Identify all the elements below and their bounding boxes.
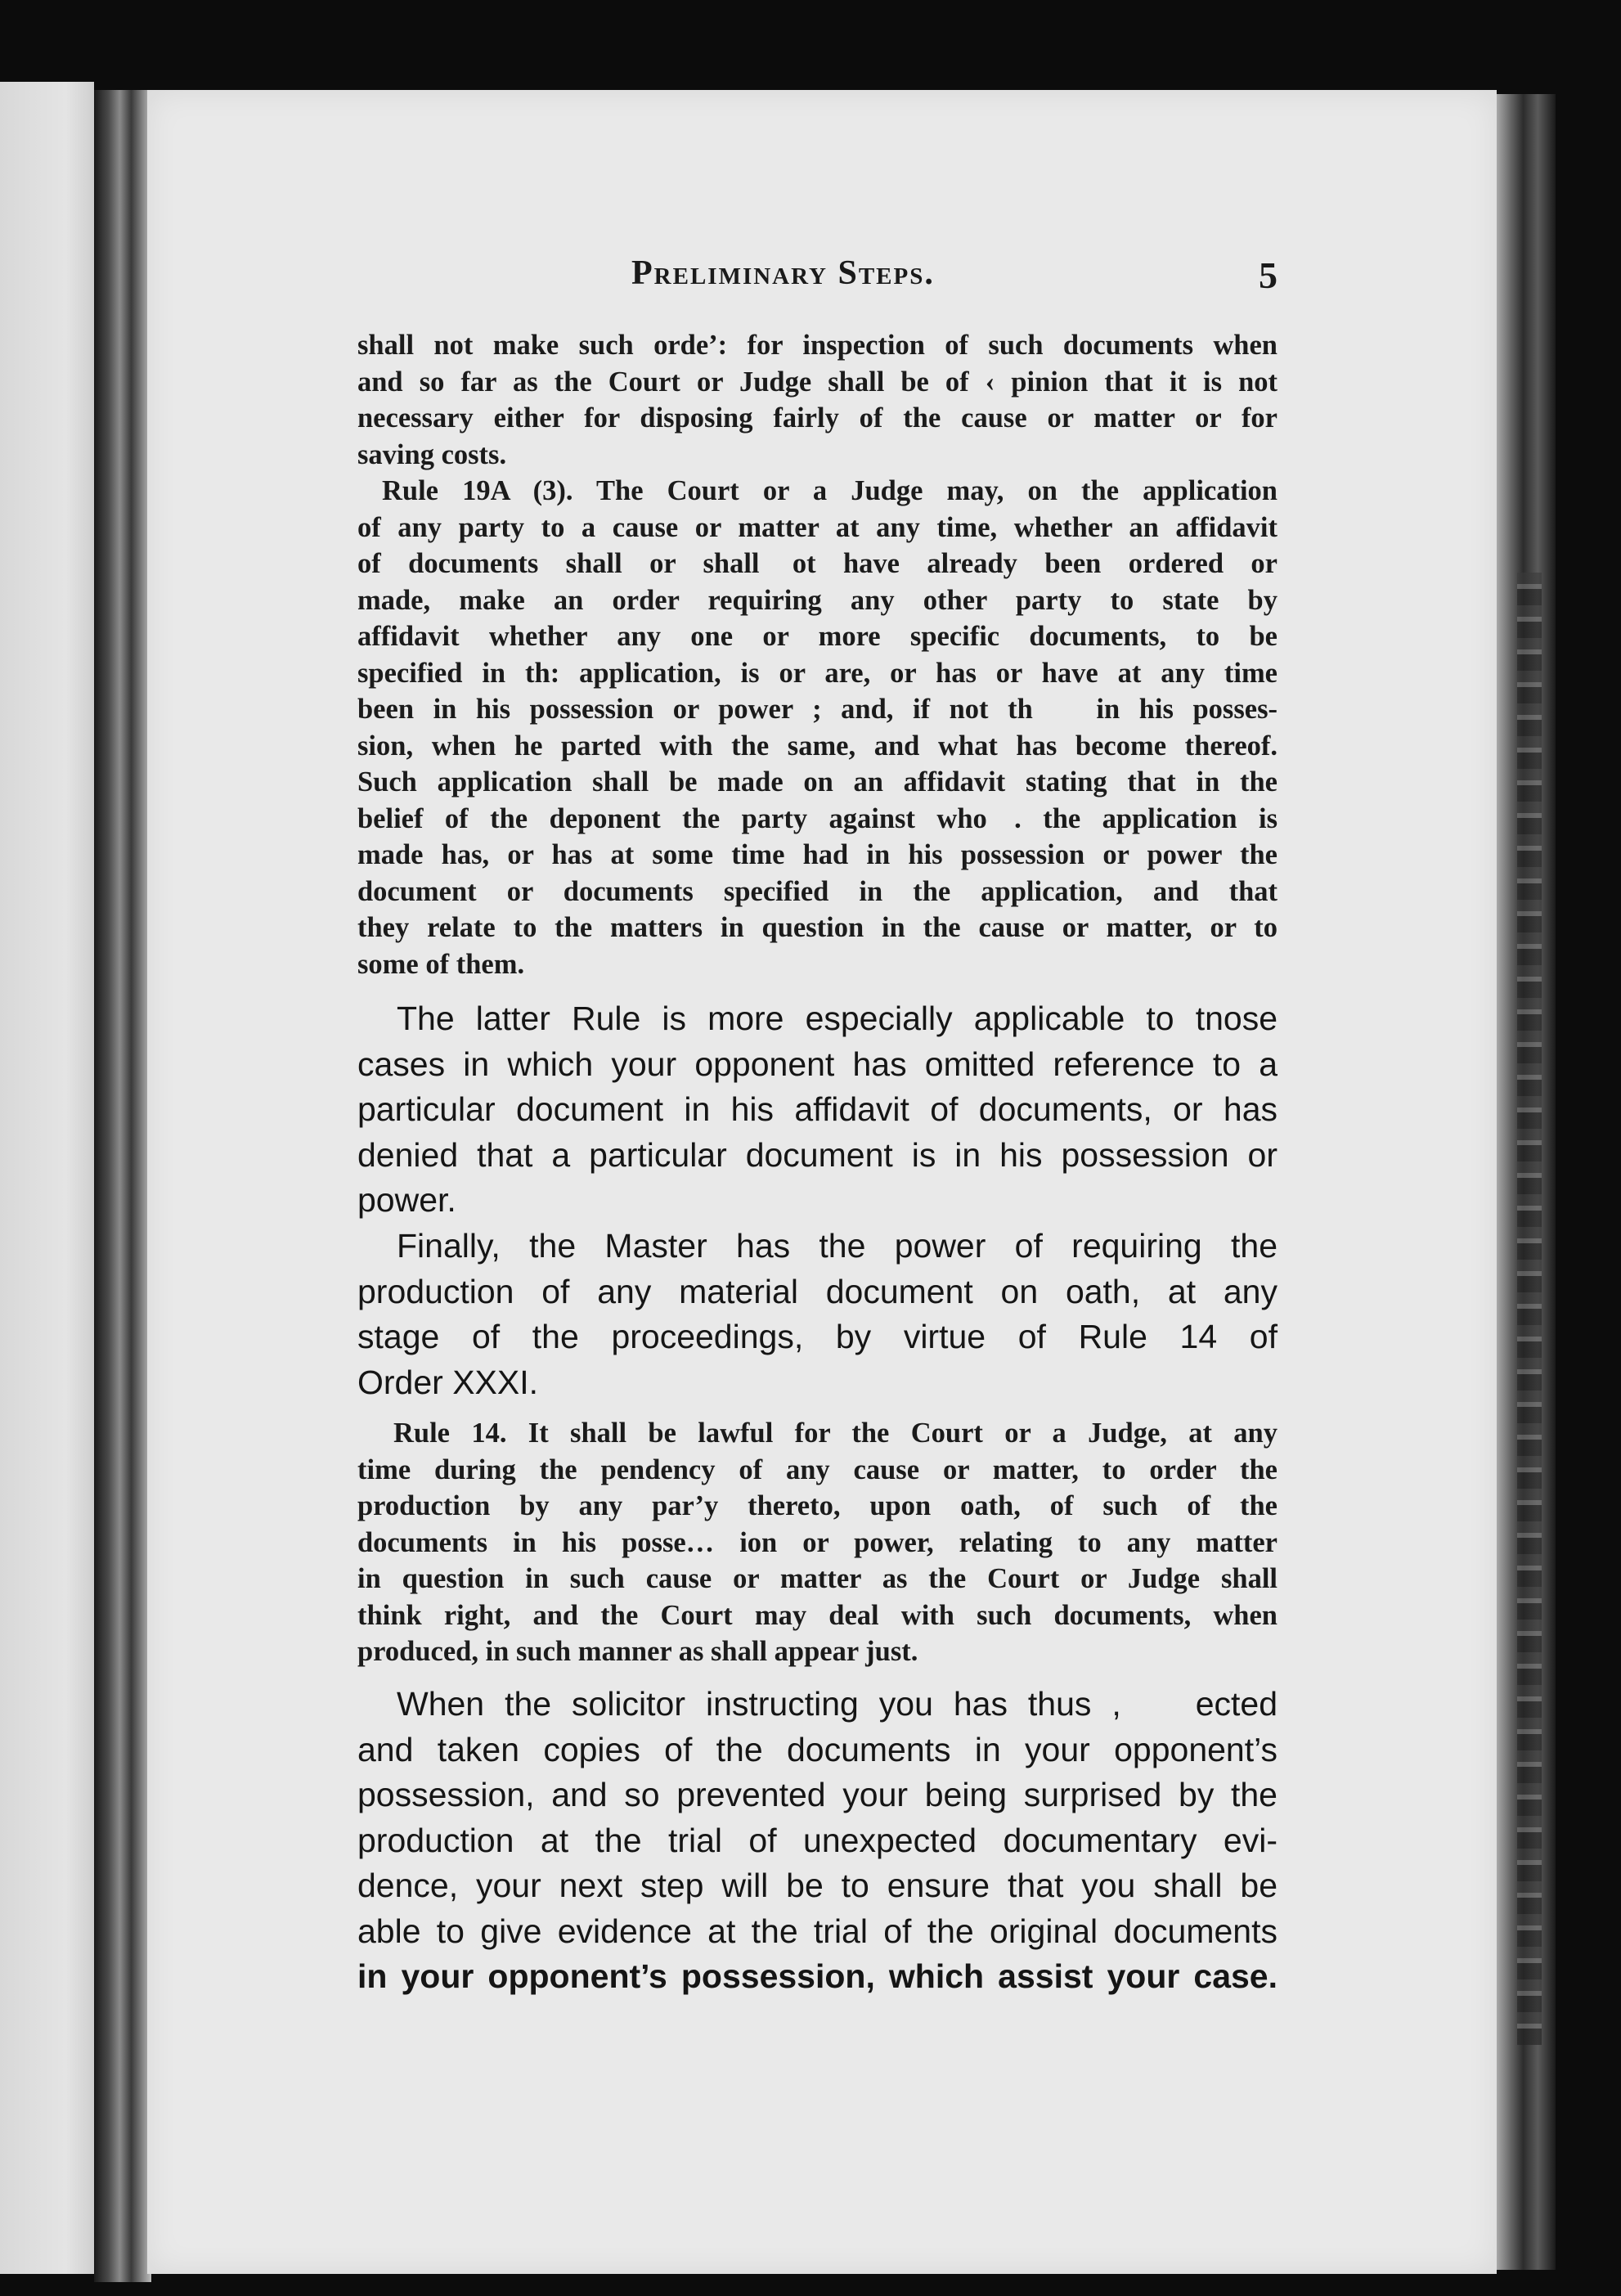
- text-line: Such application shall be made on an affidavit stating that in the: [357, 766, 1277, 798]
- text-line: Rule 14. It shall be lawful for the Court or a Judge, at any: [393, 1418, 1277, 1449]
- text-line: Order XXXI.: [357, 1363, 539, 1401]
- text-line: production by any par’y thereto, upon oath, of such of the: [357, 1490, 1277, 1521]
- text-line: necessary either for disposing fairly of the cause or matter or for: [357, 402, 1277, 434]
- text-line: documents in his posse… ion or power, relating to any matter: [357, 1526, 1277, 1558]
- text-line: possession, and so prevented your being surprised by the: [357, 1776, 1277, 1813]
- text-line: made, make an order requiring any other party to state by: [357, 584, 1277, 616]
- text-line: power.: [357, 1181, 456, 1219]
- text-line: of documents shall or shall ot have already been ordered or: [357, 548, 1277, 579]
- text-line: been in his possession or power ; and, if not th in his posses-: [357, 694, 1277, 725]
- text-line: document or documents specified in the application, and that: [357, 875, 1277, 907]
- text-line: When the solicitor instructing you has thus , ected: [397, 1685, 1277, 1723]
- text-line: specified in th: application, is or are, or has or have at any time: [357, 657, 1277, 689]
- text-line: able to give evidence at the trial of the original documents: [357, 1912, 1277, 1950]
- text-line: in question in such cause or matter as the Court or Judge shall: [357, 1563, 1277, 1594]
- paragraph-1: [357, 327, 1277, 473]
- text-line: produced, in such manner as shall appear just.: [357, 1636, 918, 1667]
- paragraph-3: [357, 996, 1277, 1224]
- text-line: production of any material document on oath, at any: [357, 1272, 1277, 1310]
- text-line: cases in which your opponent has omitted reference to a: [357, 1045, 1277, 1083]
- page-edge-texture: [1517, 573, 1542, 2045]
- text-line: Finally, the Master has the power of requiring the: [397, 1227, 1277, 1265]
- book-gutter: [94, 90, 151, 2282]
- paragraph-4: [357, 1224, 1277, 1405]
- text-line: shall not make such orde’: for inspection of such documents when: [357, 330, 1277, 361]
- text-line: in your opponent’s possession, which assist your case.: [357, 1957, 1277, 1995]
- paragraph-rule-14: [357, 1415, 1277, 1670]
- text-line: some of them.: [357, 948, 525, 980]
- text-line: Rule 19A (3). The Court or a Judge may, on the application: [382, 475, 1277, 506]
- text-line: made has, or has at some time had in his possession or power the: [357, 839, 1277, 870]
- text-line: stage of the proceedings, by virtue of Rule 14 of: [357, 1318, 1277, 1355]
- text-line: saving costs.: [357, 438, 507, 470]
- page-header: [357, 254, 1277, 303]
- text-line: belief of the deponent the party against who . the application is: [357, 802, 1277, 834]
- text-line: dence, your next step will be to ensure that you shall be: [357, 1867, 1277, 1904]
- text-line: they relate to the matters in question in the cause or matter, or to: [357, 912, 1277, 943]
- text-line: think right, and the Court may deal with such documents, when: [357, 1599, 1277, 1631]
- text-line: denied that a particular document is in his possession or: [357, 1135, 1277, 1174]
- text-line: time during the pendency of any cause or matter, to order the: [357, 1454, 1277, 1485]
- text-line: and taken copies of the documents in your opponent’s: [357, 1730, 1277, 1768]
- running-head: Preliminary Steps.: [631, 254, 935, 292]
- text-line: The latter Rule is more especially applicable to tnose: [397, 1000, 1277, 1037]
- paragraph-6: [357, 1682, 1277, 2000]
- text-line: affidavit whether any one or more specific documents, to be: [357, 621, 1277, 652]
- text-line: particular document in his affidavit of documents, or has: [357, 1090, 1277, 1128]
- facing-page-edge: [0, 82, 94, 2274]
- text-line: of any party to a cause or matter at any time, whether an affidavit: [357, 511, 1277, 543]
- text-line: and so far as the Court or Judge shall be of ‹ pinion that it is not: [357, 366, 1277, 398]
- paragraph-rule-19a: [357, 473, 1277, 982]
- page-number: 5: [1259, 254, 1277, 296]
- text-line: sion, when he parted with the same, and what has become thereof.: [357, 730, 1277, 762]
- text-line: production at the trial of unexpected documentary evi-: [357, 1821, 1277, 1859]
